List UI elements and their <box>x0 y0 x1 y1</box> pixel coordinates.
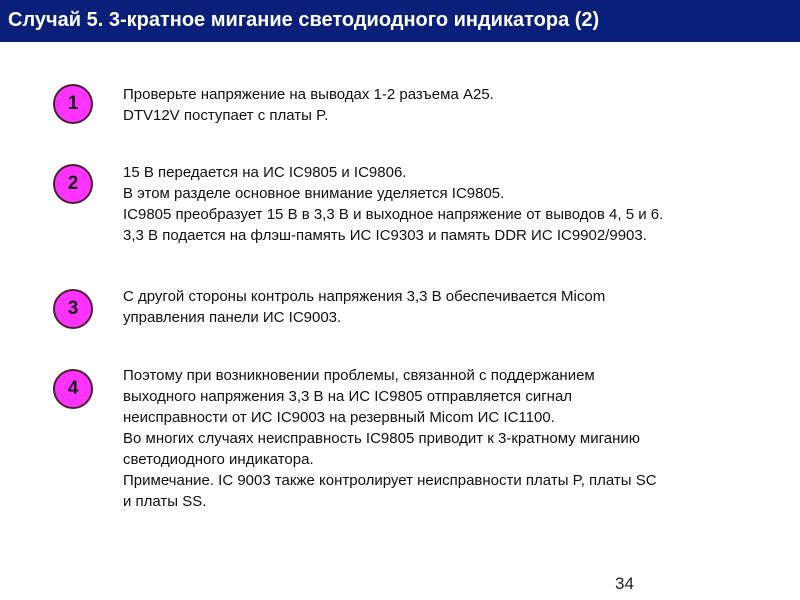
step-line: Примечание. IC 9003 также контролирует неисправности платы P, платы SC <box>123 472 657 489</box>
step-line: DTV12V поступает с платы P. <box>123 107 329 124</box>
page-number: 34 <box>615 574 634 593</box>
step-line: IC9805 преобразует 15 В в 3,3 В и выходное напряжение от выводов 4, 5 и 6. <box>123 206 664 223</box>
step-number-badge <box>53 84 93 124</box>
step-number: 1 <box>67 93 79 114</box>
step-number: 4 <box>67 378 79 399</box>
step-line: 15 В передается на ИС IC9805 и IC9806. <box>123 164 407 181</box>
step-line: В этом разделе основное внимание уделяется IC9805. <box>123 185 505 202</box>
step-number: 2 <box>67 173 79 194</box>
step-line: Во многих случаях неисправность IC9805 приводит к 3-кратному миганию <box>123 430 641 447</box>
step-line: Поэтому при возникновении проблемы, связанной с поддержанием <box>123 367 595 384</box>
step-line: С другой стороны контроль напряжения 3,3 В обеспечивается Micom <box>123 288 606 305</box>
title-bar <box>0 0 800 42</box>
slide-title: Случай 5. 3-кратное мигание светодиодного индикатора (2) <box>8 9 600 31</box>
step-line: выходного напряжения 3,3 В на ИС IC9805 отправляется сигнал <box>123 388 573 405</box>
step-number: 3 <box>67 298 79 319</box>
step-line: управления панели ИС IC9003. <box>123 309 342 326</box>
step-text <box>123 162 783 246</box>
step-text <box>123 365 783 512</box>
step-line: Проверьте напряжение на выводах 1-2 разъема A25. <box>123 86 494 103</box>
step-number-badge <box>53 289 93 329</box>
step-text <box>123 286 783 328</box>
step-number-badge <box>53 164 93 204</box>
step-line: неисправности от ИС IC9003 на резервный Micom ИС IC1100. <box>123 409 555 426</box>
step-line: и платы SS. <box>123 493 207 510</box>
step-line: светодиодного индикатора. <box>123 451 314 468</box>
step-text <box>123 84 783 126</box>
step-line: 3,3 В подается на флэш-память ИС IC9303 и память DDR ИС IC9902/9903. <box>123 227 647 244</box>
step-number-badge <box>53 369 93 409</box>
